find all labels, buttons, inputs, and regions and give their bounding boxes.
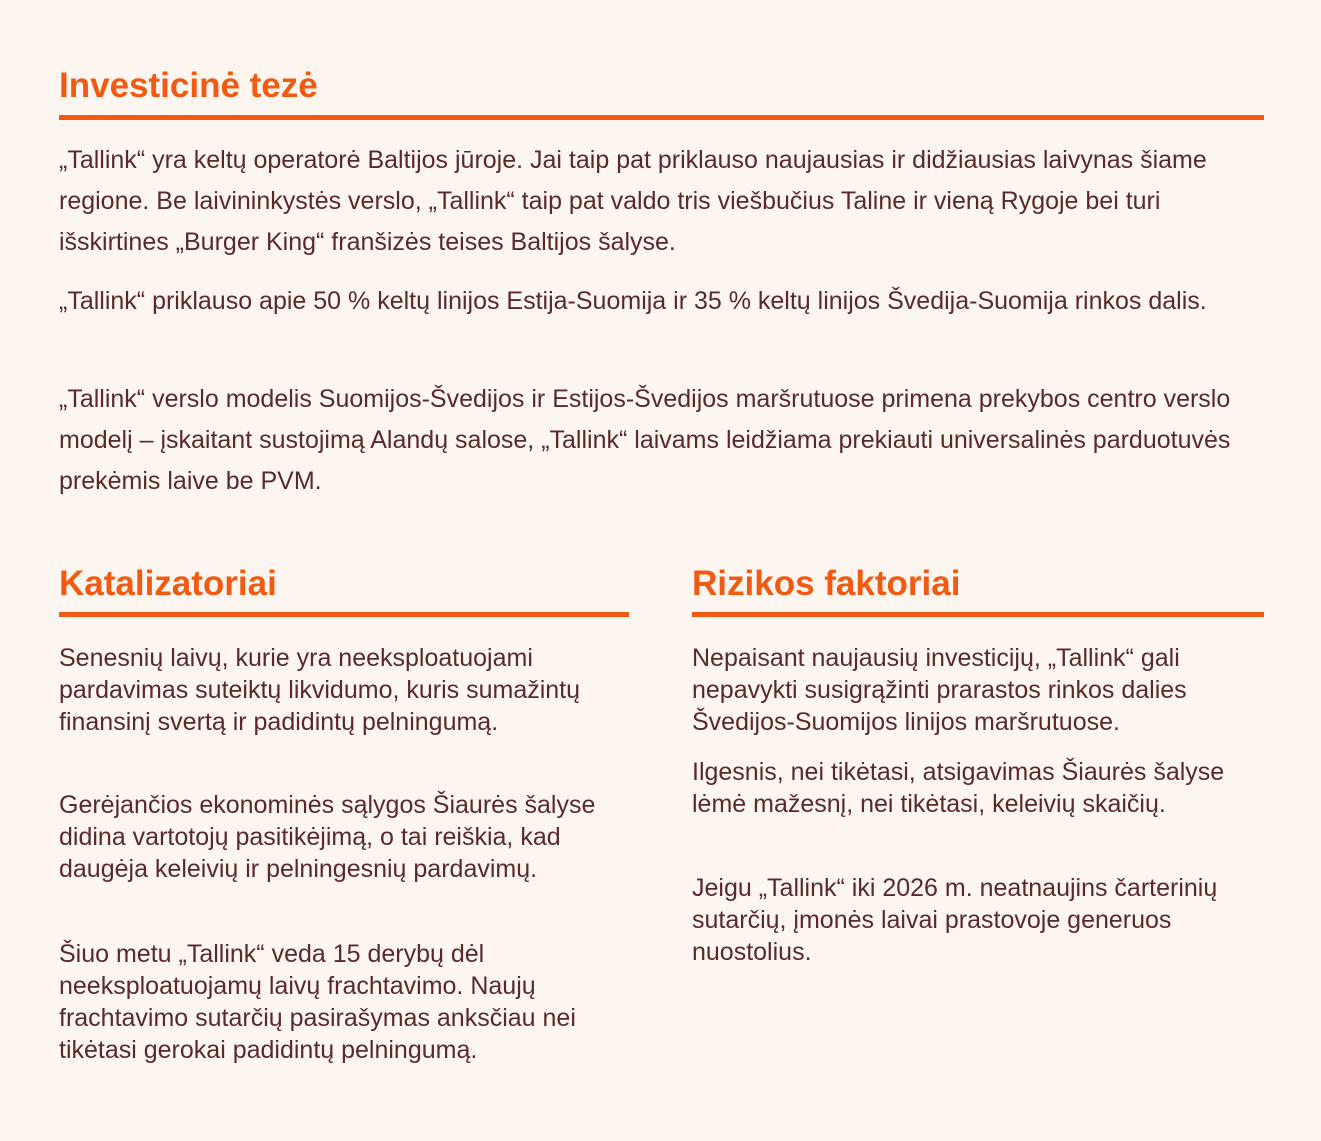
thesis-paragraph: „Tallink“ yra keltų operatorė Baltijos jūroje. Jai taip pat priklauso naujausias ir didžiausias laivynas šiame regione. Be laivininkystės verslo, „Tallink“ taip pat valdo tris viešbučius Taline ir vieną Rygoje bei turi išskirtines „Burger King“ franšizės teises Baltijos šalyse.	[59, 146, 1207, 256]
catalysts-heading-rule	[59, 612, 629, 617]
thesis-heading: Investicinė tezė	[59, 66, 318, 105]
risks-paragraph: Ilgesnis, nei tikėtasi, atsigavimas Šiaurės šalyse lėmė mažesnį, nei tikėtasi, keleivių skaičių.	[692, 758, 1225, 818]
catalysts-heading: Katalizatoriai	[59, 564, 277, 603]
risks-paragraph: Jeigu „Tallink“ iki 2026 m. neatnaujins čarterinių sutarčių, įmonės laivai prastovoje generuos nuostolius.	[692, 874, 1218, 966]
catalysts-paragraph: Šiuo metu „Tallink“ veda 15 derybų dėl neeksploatuojamų laivų frachtavimo. Naujų frachtavimo sutarčių pasirašymas anksčiau nei tikėtasi gerokai padidintų pelningumą.	[59, 940, 576, 1064]
thesis-paragraph: „Tallink“ verslo modelis Suomijos-Švedijos ir Estijos-Švedijos maršrutuose primena prekybos centro verslo modelį – įskaitant sustojimą Alandų salose, „Tallink“ laivams leidžiama prekiauti universalinės parduotuvės prekėmis laive be PVM.	[59, 385, 1231, 495]
thesis-heading-rule	[59, 115, 1264, 120]
risks-heading-rule	[692, 612, 1264, 617]
risks-heading: Rizikos faktoriai	[692, 564, 961, 603]
catalysts-paragraph: Gerėjančios ekonominės sąlygos Šiaurės šalyse didina vartotojų pasitikėjimą, o tai reiškia, kad daugėja keleivių ir pelningesnių pardavimų.	[59, 791, 596, 883]
risks-paragraph: Nepaisant naujausių investicijų, „Tallink“ gali nepavykti susigrąžinti prarastos rinkos dalies Švedijos-Suomijos linijos maršrutuose.	[692, 644, 1187, 736]
catalysts-paragraph: Senesnių laivų, kurie yra neeksploatuojami pardavimas suteiktų likvidumo, kuris sumažintų finansinį svertą ir padidintų pelningumą.	[59, 644, 581, 736]
thesis-paragraph: „Tallink“ priklauso apie 50 % keltų linijos Estija-Suomija ir 35 % keltų linijos Švedija-Suomija rinkos dalis.	[59, 287, 1207, 315]
